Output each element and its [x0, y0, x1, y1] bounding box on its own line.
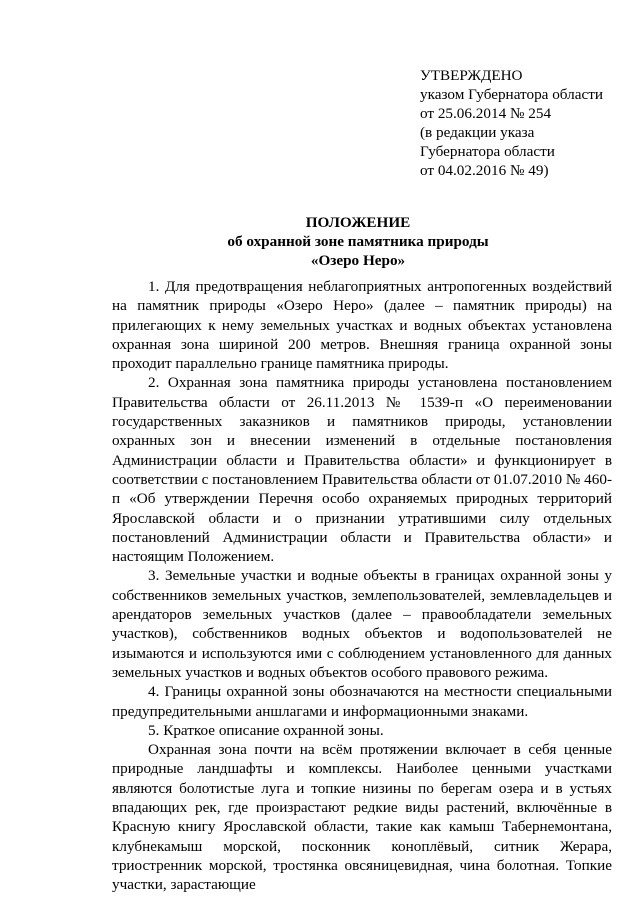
approval-line: (в редакции указа — [420, 124, 535, 141]
title-line: ПОЛОЖЕНИЕ — [305, 214, 411, 231]
approval-line: УТВЕРЖДЕНО — [420, 67, 523, 84]
paragraph: 1. Для предотвращения неблагоприятных антропогенных воздействий на памятник природы «Озеро Неро» (далее – памятник природы) на прилегающих к нему земельных участках и водных объектах установлена охранная зона шириной 200 метров. Внешняя граница охранной зоны проходит параллельно границе памятника природы. — [112, 278, 612, 373]
title-line: об охранной зоне памятника природы — [227, 233, 489, 250]
approval-line: от 25.06.2014 № 254 — [420, 105, 552, 122]
paragraph: 5. Краткое описание охранной зоны. — [148, 721, 384, 739]
paragraph: 3. Земельные участки и водные объекты в границах охранной зоны у собственников земельных участков, землепользователей, землевладельцев и арендаторов земельных участков (далее – правообладатели земельных участков), собственников водных объектов и водопользователей не изымаются и используются ими с соблюдением установленного для данных земельных участков и водных объектов особого правового режима. — [112, 567, 612, 681]
approval-line: Губернатора области — [420, 143, 555, 160]
paragraph: 4. Границы охранной зоны обозначаются на местности специальными предупредительными аншлагами и информационными знаками. — [112, 683, 612, 720]
paragraph: 2. Охранная зона памятника природы установлена постановлением Правительства области от 26.11.2013 № 1539-п «О переименовании государственных заказников и памятников природы, установлении охранных зон и внесении изменений в отдельные постановления Администрации области и Правительства области» и функционирует в соответствии с постановлением Правительства области от 01.07.2010 № 460-п «Об утверждении Перечня особо охраняемых природных территорий Ярославской области и о признании утратившими силу отдельных постановлений Администрации области и Правительства области» и настоящим Положением. — [112, 374, 613, 566]
approval-line: указом Губернатора области — [420, 86, 603, 103]
document-body — [112, 277, 612, 895]
title-line: «Озеро Неро» — [310, 252, 406, 269]
paragraph: Охранная зона почти на всём протяжении включает в себя ценные природные ландшафты и комплексы. Наиболее ценными участками являются болотистые луга и топкие низины по берегам озера и в устьях впадающих рек, где произрастают редкие виды растений, включённые в Красную книгу Ярославской области, такие как камыш Табернемонтана, клубнекамыш морской, посконник коноплёвый, ситник Жерара, триостренник морской, тростянка овсяницевидная, чина болотная. Топкие участки, зарастающие — [112, 741, 612, 894]
approval-line: от 04.02.2016 № 49) — [420, 162, 549, 179]
approval-stamp — [420, 66, 630, 180]
document-title — [0, 213, 640, 270]
